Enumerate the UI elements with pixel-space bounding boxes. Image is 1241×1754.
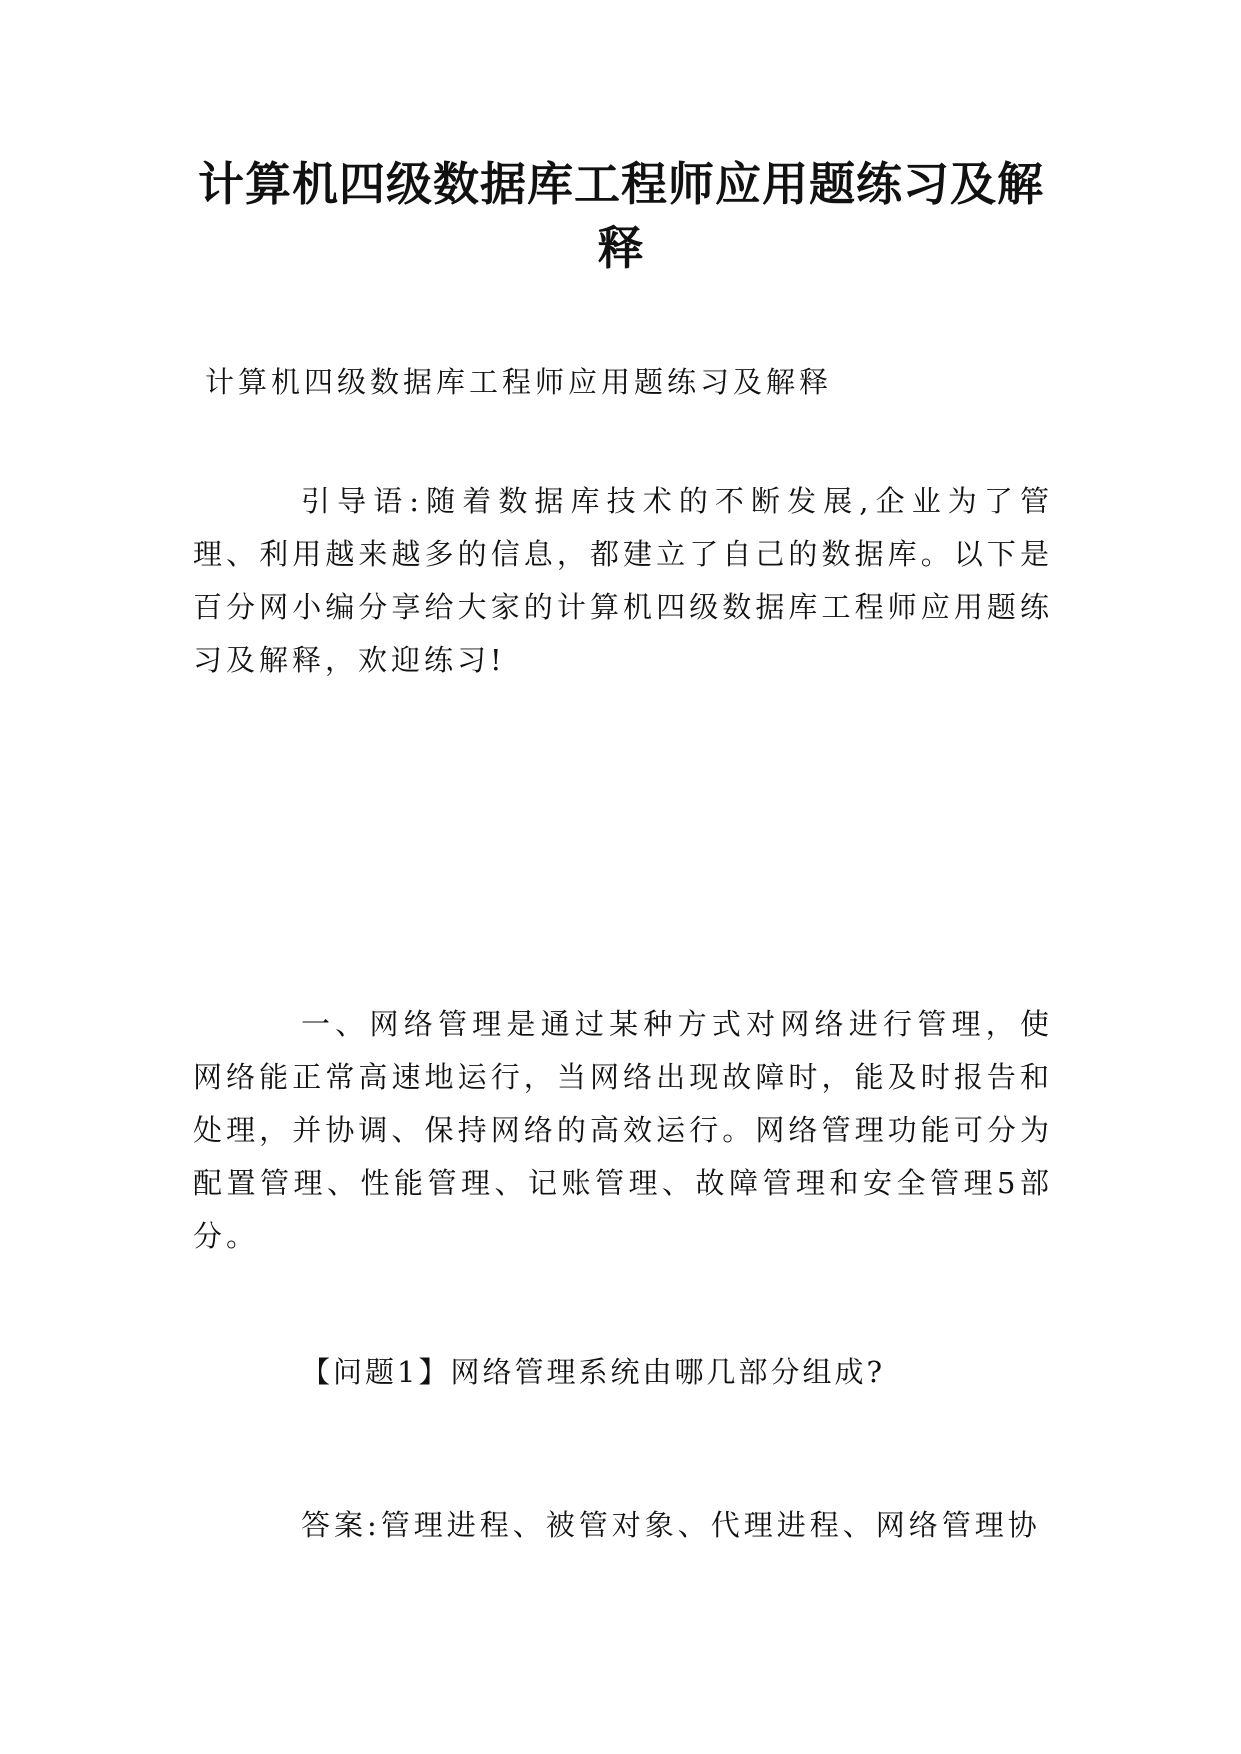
section-1-paragraph: 一、网络管理是通过某种方式对网络进行管理，使网络能正常高速地运行，当网络出现故障时，能及时报告和处理，并协调、保持网络的高效运行。网络管理功能可分为配置管理、性能管理、记账管理、故障管理和安全管理5部分。 (193, 1007, 1053, 1253)
answer-1: 答案:管理进程、被管对象、代理进程、网络管理协 (301, 1508, 1041, 1542)
document-subtitle: 计算机四级数据库工程师应用题练习及解释 (205, 365, 833, 399)
question-1: 【问题1】网络管理系统由哪几部分组成? (301, 1355, 885, 1389)
document-title: 计算机四级数据库工程师应用题练习及解释 (198, 157, 1044, 275)
intro-paragraph: 引导语:随着数据库技术的不断发展,企业为了管理、利用越来越多的信息，都建立了自己的数据库。以下是百分网小编分享给大家的计算机四级数据库工程师应用题练习及解释，欢迎练习! (193, 484, 1053, 677)
